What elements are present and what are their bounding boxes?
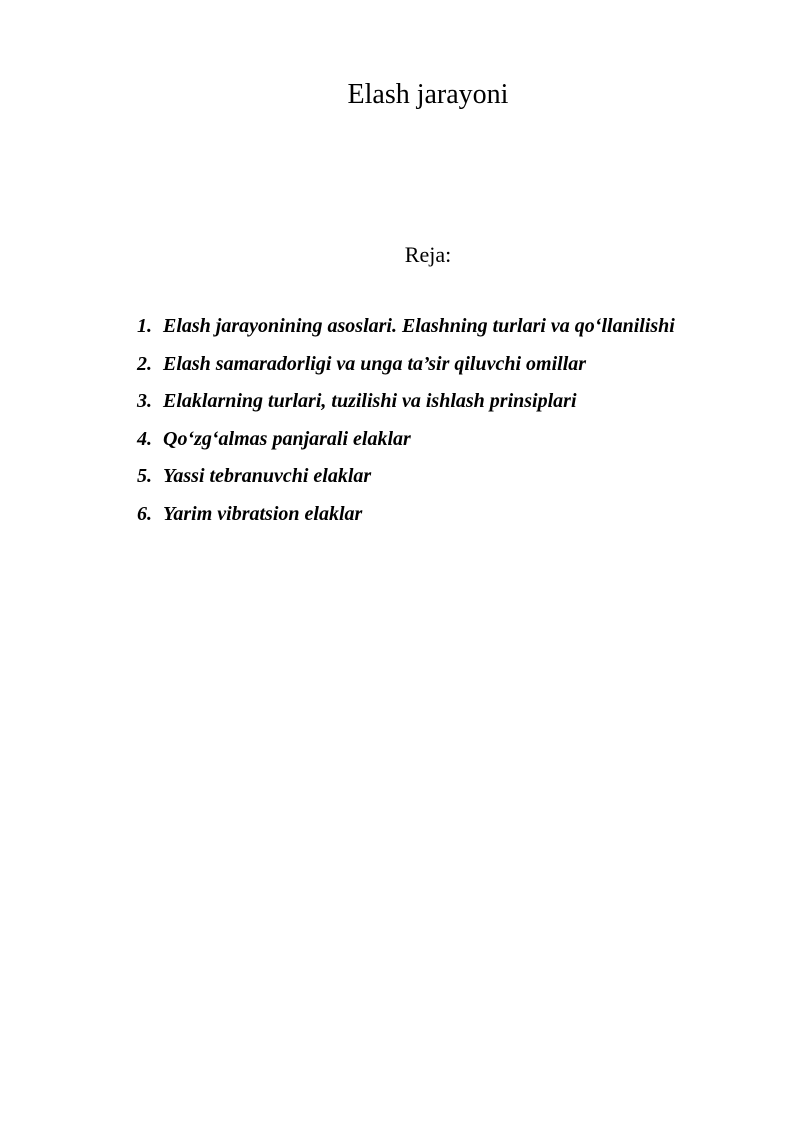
- plan-item-number: 5.: [137, 465, 152, 487]
- plan-item-text: Elash samaradorligi va unga ta’sir qiluvchi omillar: [163, 352, 587, 375]
- plan-item-number: 3.: [137, 390, 152, 412]
- plan-item: [137, 427, 777, 465]
- plan-heading: Reja:: [404, 242, 452, 267]
- plan-item: [137, 502, 777, 540]
- plan-item-number: 2.: [137, 352, 152, 375]
- plan-item: [137, 314, 777, 352]
- plan-item-number: 6.: [137, 502, 152, 525]
- plan-item-number: 1.: [137, 315, 152, 337]
- plan-item-text: Elaklarning turlari, tuzilishi va ishlash prinsiplari: [163, 390, 577, 412]
- plan-item: [137, 389, 777, 427]
- plan-item-text: Elash jarayonining asoslari. Elashning turlari va qo‘llanilishi: [163, 315, 675, 337]
- plan-item-text: Yassi tebranuvchi elaklar: [163, 465, 372, 487]
- plan-item: [137, 352, 777, 390]
- plan-item: [137, 464, 777, 502]
- plan-item-number: 4.: [137, 427, 152, 450]
- plan-item-text: Qo‘zg‘almas panjarali elaklar: [163, 427, 411, 450]
- plan-item-text: Yarim vibratsion elaklar: [163, 502, 363, 525]
- plan-list: [137, 314, 777, 539]
- document-title: Elash jarayoni: [347, 79, 509, 110]
